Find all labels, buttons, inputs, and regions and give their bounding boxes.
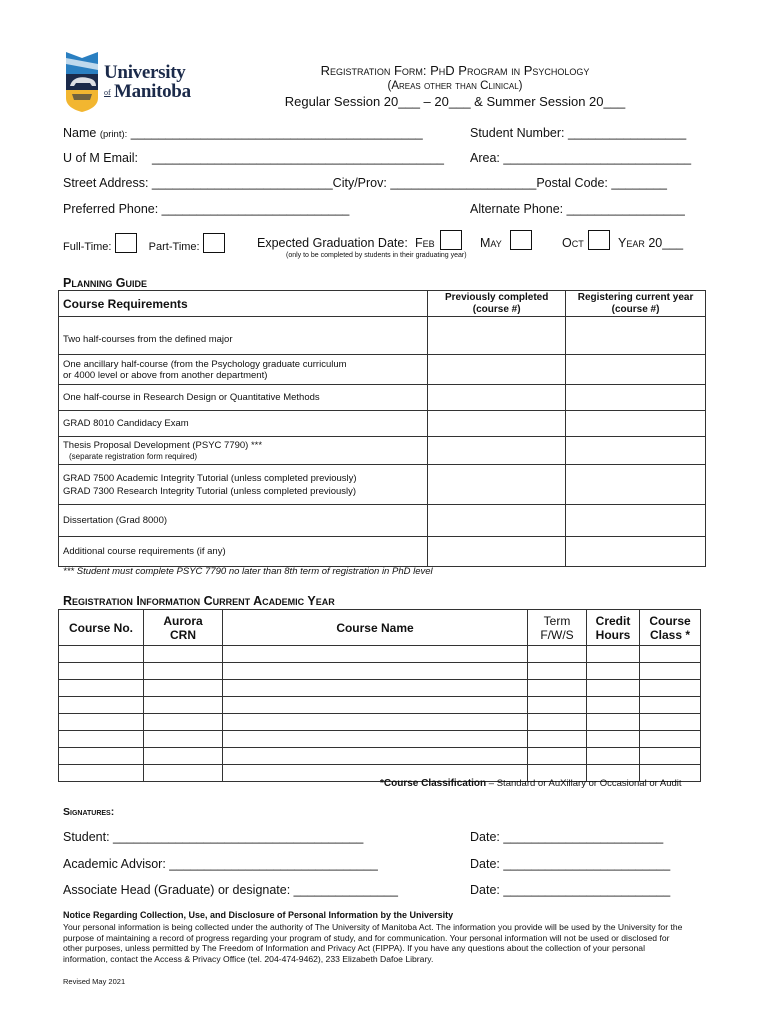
table-row bbox=[59, 385, 706, 411]
col-course-requirements: Course Requirements bbox=[59, 291, 428, 317]
student-signature-field[interactable]: Student: ____________________________________ bbox=[63, 830, 364, 844]
requirement-cell: GRAD 8010 Candidacy Exam bbox=[59, 411, 428, 437]
registering-cell[interactable] bbox=[566, 317, 706, 355]
student-date-field[interactable]: Date: _______________________ bbox=[470, 830, 664, 844]
cell-input[interactable] bbox=[144, 765, 223, 782]
planning-table bbox=[58, 290, 706, 567]
address-row[interactable]: Street Address: __________________________City/Prov: _____________________Postal Code: ________ bbox=[63, 176, 667, 190]
registering-cell[interactable] bbox=[566, 355, 706, 385]
requirement-cell bbox=[59, 437, 428, 465]
cell-input[interactable] bbox=[144, 680, 223, 697]
cell-input[interactable] bbox=[587, 646, 640, 663]
requirement-cell bbox=[59, 355, 428, 385]
cell-input[interactable] bbox=[59, 731, 144, 748]
cell-input[interactable] bbox=[144, 646, 223, 663]
signatures-heading: Signatures: bbox=[63, 806, 115, 818]
cell-input[interactable] bbox=[640, 748, 701, 765]
table-row bbox=[59, 748, 701, 765]
table-row bbox=[59, 465, 706, 505]
cell-input[interactable] bbox=[587, 663, 640, 680]
email-field[interactable]: __________________________________________ bbox=[152, 151, 444, 165]
cell-input[interactable] bbox=[223, 714, 528, 731]
previously-completed-cell[interactable] bbox=[428, 317, 566, 355]
oct-checkbox[interactable] bbox=[588, 230, 610, 250]
requirement-line1: GRAD 7500 Academic Integrity Tutorial (unless completed previously) bbox=[63, 472, 357, 484]
col-credit-hours bbox=[587, 610, 640, 646]
feb-label: Feb bbox=[415, 236, 435, 250]
cell-input[interactable] bbox=[587, 680, 640, 697]
cell-input[interactable] bbox=[587, 731, 640, 748]
associate-date-field[interactable]: Date: ________________________ bbox=[470, 883, 671, 897]
cell-input[interactable] bbox=[587, 697, 640, 714]
feb-checkbox[interactable] bbox=[440, 230, 462, 250]
advisor-signature-field[interactable]: Academic Advisor: ______________________________ bbox=[63, 857, 378, 871]
registration-heading: Registration Information Current Academic Year bbox=[63, 594, 335, 608]
cell-input[interactable] bbox=[144, 748, 223, 765]
course-classification-note bbox=[380, 778, 682, 789]
expected-grad-label: Expected Graduation Date: bbox=[257, 236, 408, 250]
requirement-line1: Thesis Proposal Development (PSYC 7790) *** bbox=[63, 439, 263, 451]
col-course-no: Course No. bbox=[59, 610, 144, 646]
name-label: Name bbox=[63, 126, 97, 140]
preferred-phone-field[interactable]: Preferred Phone: ___________________________ bbox=[63, 202, 350, 216]
fulltime-label: Full-Time: bbox=[63, 241, 112, 253]
col-previously-completed-line2: (course #) bbox=[472, 304, 521, 315]
cell-input[interactable] bbox=[59, 765, 144, 782]
cell-input[interactable] bbox=[59, 697, 144, 714]
requirement-line2: GRAD 7300 Research Integrity Tutorial (unless completed previously) bbox=[63, 485, 357, 497]
table-row bbox=[59, 663, 701, 680]
area-field[interactable]: Area: ___________________________ bbox=[470, 151, 692, 165]
table-row bbox=[59, 731, 701, 748]
cell-input[interactable] bbox=[640, 663, 701, 680]
cell-input[interactable] bbox=[223, 697, 528, 714]
col-previously-completed bbox=[428, 291, 566, 317]
registration-table bbox=[58, 609, 701, 782]
form-subtitle: (Areas other than Clinical) bbox=[387, 80, 523, 92]
cell-input[interactable] bbox=[640, 680, 701, 697]
name-hint: (print): bbox=[99, 129, 128, 140]
session-line: Regular Session 20___ – 20___ & Summer Session 20___ bbox=[284, 94, 626, 109]
notice-line: information, contact the Access & Privacy Office (tel. 204-474-9462), 233 Elizabeth Dafoe Library. bbox=[63, 953, 434, 964]
table-row bbox=[59, 505, 706, 537]
table-row bbox=[59, 411, 706, 437]
cell-input[interactable] bbox=[640, 731, 701, 748]
cell-input[interactable] bbox=[640, 714, 701, 731]
table-row bbox=[59, 355, 706, 385]
classification-values: Standard or AuXillary or Occasional or Audit bbox=[496, 778, 682, 789]
cell-input[interactable] bbox=[59, 663, 144, 680]
col-credit-line1: Credit bbox=[595, 613, 631, 628]
previously-completed-cell[interactable] bbox=[428, 355, 566, 385]
registering-cell[interactable] bbox=[566, 411, 706, 437]
requirement-cell: One half-course in Research Design or Quantitative Methods bbox=[59, 385, 428, 411]
col-registering-current bbox=[566, 291, 706, 317]
col-class-line2: Class * bbox=[649, 627, 691, 642]
previously-completed-cell[interactable] bbox=[428, 537, 566, 567]
col-course-class bbox=[640, 610, 701, 646]
requirement-line2: or 4000 level or above from another department) bbox=[63, 369, 268, 381]
table-row bbox=[59, 646, 701, 663]
notice-line: other purposes, unless permitted by The Freedom of Information and Privacy Act (FIPPA). If you have any questions about the collection of your personal bbox=[63, 943, 645, 953]
cell-input[interactable] bbox=[587, 714, 640, 731]
col-registering-line2: (course #) bbox=[611, 304, 660, 315]
registering-cell[interactable] bbox=[566, 505, 706, 537]
cell-input[interactable] bbox=[528, 714, 587, 731]
col-registering-line1: Registering current year bbox=[577, 292, 694, 303]
table-row bbox=[59, 317, 706, 355]
planning-footnote: *** Student must complete PSYC 7790 no later than 8th term of registration in PhD level bbox=[63, 566, 433, 577]
cell-input[interactable] bbox=[59, 748, 144, 765]
previously-completed-cell[interactable] bbox=[428, 411, 566, 437]
table-row bbox=[59, 714, 701, 731]
previously-completed-cell[interactable] bbox=[428, 437, 566, 465]
cell-input[interactable] bbox=[59, 714, 144, 731]
classification-dash: – bbox=[486, 778, 497, 789]
grad-year-field[interactable]: Year 20___ bbox=[618, 236, 684, 250]
logo-word-university: University bbox=[104, 62, 186, 83]
may-label: May bbox=[480, 236, 502, 250]
cell-input[interactable] bbox=[144, 697, 223, 714]
notice-body bbox=[63, 922, 682, 964]
cell-input[interactable] bbox=[223, 731, 528, 748]
cell-input[interactable] bbox=[587, 748, 640, 765]
requirement-cell: Two half-courses from the defined major bbox=[59, 317, 428, 355]
table-row bbox=[59, 437, 706, 465]
col-class-line1: Course bbox=[649, 613, 691, 628]
col-previously-completed-line1: Previously completed bbox=[444, 292, 549, 303]
requirement-cell: Dissertation (Grad 8000) bbox=[59, 505, 428, 537]
col-course-name: Course Name bbox=[223, 610, 528, 646]
cell-input[interactable] bbox=[528, 646, 587, 663]
requirement-cell: Additional course requirements (if any) bbox=[59, 537, 428, 567]
alternate-phone-field[interactable]: Alternate Phone: _________________ bbox=[470, 202, 685, 216]
cell-input[interactable] bbox=[223, 680, 528, 697]
name-line: __________________________________________ bbox=[130, 126, 423, 140]
cell-input[interactable] bbox=[528, 748, 587, 765]
form-title: Registration Form: PhD Program in Psychology bbox=[320, 63, 590, 78]
expected-grad-note: (only to be completed by students in their graduating year) bbox=[286, 252, 467, 259]
col-aurora-crn bbox=[144, 610, 223, 646]
notice-line: purpose of maintaining a record of progress regarding your program of study, and for communication. Your personal information will not be used or disclosed for bbox=[63, 932, 670, 943]
email-label: U of M Email: bbox=[63, 151, 139, 165]
requirement-cell bbox=[59, 465, 428, 505]
logo-word-manitoba: Manitoba bbox=[114, 81, 191, 102]
cell-input[interactable] bbox=[144, 714, 223, 731]
cell-input[interactable] bbox=[144, 731, 223, 748]
col-term-line2: F/W/S bbox=[540, 627, 574, 642]
revised-date: Revised May 2021 bbox=[63, 977, 126, 986]
cell-input[interactable] bbox=[640, 697, 701, 714]
associate-head-signature-field[interactable]: Associate Head (Graduate) or designate: _______________ bbox=[63, 883, 398, 897]
col-term-line1: Term bbox=[543, 613, 571, 628]
previously-completed-cell[interactable] bbox=[428, 465, 566, 505]
advisor-date-field[interactable]: Date: ________________________ bbox=[470, 857, 671, 871]
requirement-line1: One ancillary half-course (from the Psychology graduate curriculum bbox=[63, 358, 347, 370]
student-number-field[interactable]: Student Number: _________________ bbox=[470, 126, 687, 140]
cell-input[interactable] bbox=[144, 663, 223, 680]
cell-input[interactable] bbox=[223, 646, 528, 663]
col-crn-line1: Aurora bbox=[163, 613, 203, 628]
registering-cell[interactable] bbox=[566, 537, 706, 567]
cell-input[interactable] bbox=[640, 646, 701, 663]
may-checkbox[interactable] bbox=[510, 230, 532, 250]
col-credit-line2: Hours bbox=[595, 627, 631, 642]
previously-completed-cell[interactable] bbox=[428, 505, 566, 537]
notice-heading: Notice Regarding Collection, Use, and Disclosure of Personal Information by the University bbox=[63, 910, 454, 920]
registering-cell[interactable] bbox=[566, 465, 706, 505]
cell-input[interactable] bbox=[223, 748, 528, 765]
cell-input[interactable] bbox=[528, 663, 587, 680]
fulltime-checkbox[interactable] bbox=[115, 233, 137, 253]
col-crn-line2: CRN bbox=[170, 627, 196, 642]
parttime-checkbox[interactable] bbox=[203, 233, 225, 253]
table-row bbox=[59, 680, 701, 697]
registering-cell[interactable] bbox=[566, 437, 706, 465]
name-field[interactable] bbox=[63, 126, 423, 140]
registering-cell[interactable] bbox=[566, 385, 706, 411]
cell-input[interactable] bbox=[59, 646, 144, 663]
status-row bbox=[63, 233, 225, 253]
previously-completed-cell[interactable] bbox=[428, 385, 566, 411]
cell-input[interactable] bbox=[223, 663, 528, 680]
col-term bbox=[528, 610, 587, 646]
requirement-line2: (separate registration form required) bbox=[69, 451, 198, 461]
cell-input[interactable] bbox=[59, 680, 144, 697]
table-row bbox=[59, 697, 701, 714]
notice-line: Your personal information is being collected under the authority of The University of Manitoba Act. The information you provide will be used by the University for the bbox=[63, 922, 683, 932]
logo-word-of: of bbox=[104, 88, 111, 97]
cell-input[interactable] bbox=[528, 680, 587, 697]
cell-input[interactable] bbox=[528, 697, 587, 714]
classification-label: *Course Classification bbox=[380, 778, 487, 789]
cell-input[interactable] bbox=[528, 731, 587, 748]
parttime-label: Part-Time: bbox=[148, 241, 200, 253]
planning-guide-heading: Planning Guide bbox=[63, 276, 148, 290]
table-row bbox=[59, 537, 706, 567]
oct-label: Oct bbox=[562, 236, 584, 250]
